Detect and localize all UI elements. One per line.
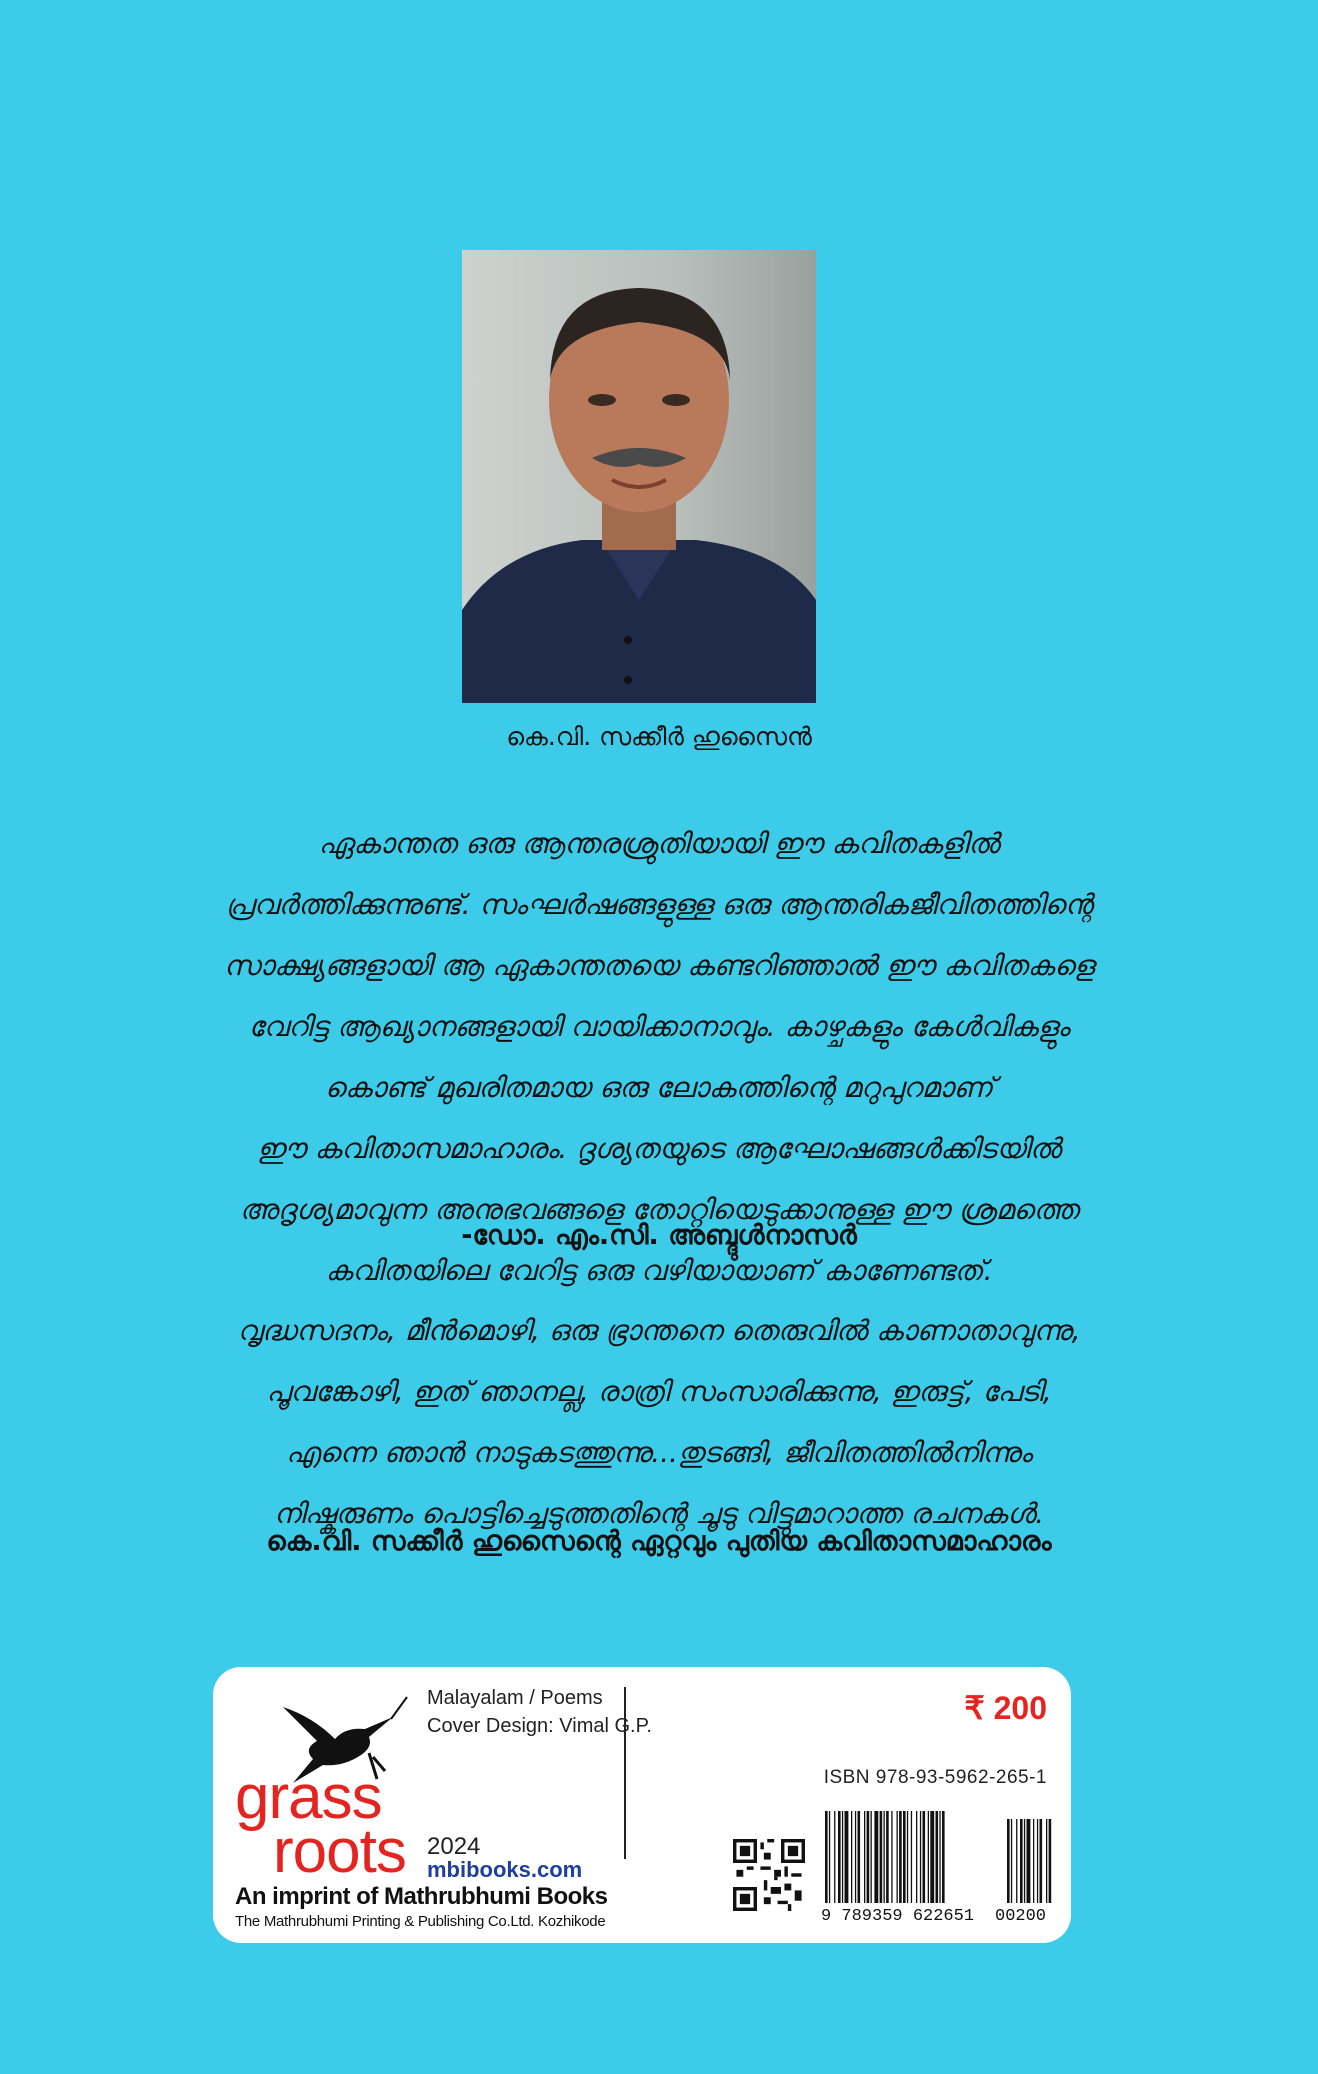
barcode-bar xyxy=(1020,1819,1023,1903)
publisher-panel xyxy=(213,1667,1071,1943)
barcode-bar xyxy=(864,1811,865,1903)
barcode-bar xyxy=(903,1811,906,1903)
barcode-bar xyxy=(1049,1819,1052,1903)
grassroots-wordmark xyxy=(235,1763,406,1886)
printer-text: The Mathrubhumi Printing & Publishing Co.Ltd. Kozhikode xyxy=(235,1913,606,1930)
blurb-line: ഏകാന്തത ഒരു ആന്തരശ്രുതിയായി ഈ കവിതകളിൽ xyxy=(318,827,1000,860)
barcode-bar xyxy=(855,1811,856,1903)
price-label: ₹ 200 xyxy=(964,1690,1047,1726)
genre-label: Malayalam / Poems xyxy=(427,1687,603,1709)
publication-year: 2024 xyxy=(427,1833,481,1860)
author-name-caption: കെ.വി. സക്കീർ ഹുസൈൻ xyxy=(506,722,812,751)
blurb-line: പ്രവർത്തിക്കുന്നുണ്ട്. സംഘർഷങ്ങളുള്ള ഒരു ആന്തരികജീവിതത്തിന്റെ xyxy=(225,888,1093,921)
isbn-barcode xyxy=(823,1811,1053,1903)
panel-divider xyxy=(624,1687,626,1859)
barcode-addon-digits: 00200 xyxy=(995,1907,1047,1926)
blurb-attribution: -ഡോ. എം.സി. അബ്ദുൾനാസർ xyxy=(461,1220,857,1251)
blurb-line: പൂവങ്കോഴി, ഇത് ഞാനല്ല, രാത്രി സംസാരിക്കുന്നു, ഇരുട്ട്, പേടി, xyxy=(266,1375,1052,1408)
barcode-bar xyxy=(936,1811,939,1903)
barcode-bar xyxy=(916,1811,917,1903)
blurb-line: സാക്ഷ്യങ്ങളായി ആ ഏകാന്തതയെ കണ്ടറിഞ്ഞാൽ ഈ കവിതകളെ xyxy=(223,949,1095,982)
blurb-line: എന്നെ ഞാൻ നാടുകടത്തുന്നു...തുടങ്ങി, ജീവിതത്തിൽനിന്നും xyxy=(285,1436,1032,1469)
logo-line: roots xyxy=(273,1817,406,1886)
barcode-bar xyxy=(874,1811,878,1903)
barcode-bar xyxy=(1011,1819,1012,1903)
blurb-line: വേറിട്ട ആഖ്യാനങ്ങളായി വായിക്കാനാവും. കാഴ്ചകളും കേൾവികളും xyxy=(248,1010,1070,1043)
barcode-bar xyxy=(845,1811,849,1903)
barcode-bar xyxy=(884,1811,885,1903)
barcode-bar xyxy=(871,1811,872,1903)
barcode-bar xyxy=(825,1811,828,1903)
barcode-bar xyxy=(880,1811,883,1903)
blurb-line: വൃദ്ധസദനം, മീൻമൊഴി, ഒരു ഭ്രാന്തനെ തെരുവിൽ കാണാതാവുന്നു, xyxy=(237,1314,1081,1347)
barcode-bar xyxy=(842,1811,843,1903)
barcode-bar xyxy=(1033,1819,1034,1903)
barcode-bar xyxy=(907,1811,908,1903)
contents-blurb xyxy=(170,1300,1148,1544)
barcode-bar xyxy=(920,1811,921,1903)
barcode-bar xyxy=(1027,1819,1031,1903)
cover-design-credit: Cover Design: Vimal G.P. xyxy=(427,1715,652,1737)
blurb-line: നിഷ്കരുണം പൊട്ടിച്ചെടുത്തതിന്റെ ചൂടു വിട്ടുമാറാത്ത രചനകൾ. xyxy=(273,1497,1045,1530)
blurb-line: ഈ കവിതാസമാഹാരം. ദൃശ്യതയുടെ ആഘോഷങ്ങൾക്കിടയിൽ xyxy=(257,1132,1061,1165)
barcode-bar xyxy=(923,1811,926,1903)
barcode-bar xyxy=(899,1811,902,1903)
barcode-bar xyxy=(891,1811,892,1903)
barcode-bar xyxy=(834,1811,835,1903)
barcode-bar xyxy=(1016,1819,1017,1903)
barcode-digits: 9 789359 622651 xyxy=(821,1907,975,1926)
isbn-label: ISBN 978-93-5962-265-1 xyxy=(823,1767,1047,1788)
imprint-text: An imprint of Mathrubhumi Books xyxy=(235,1883,608,1910)
barcode-bar xyxy=(858,1811,861,1903)
barcode-bar xyxy=(928,1811,929,1903)
barcode-bar xyxy=(911,1811,912,1903)
barcode-bar xyxy=(897,1811,898,1903)
barcode-bar xyxy=(838,1811,841,1903)
barcode-bar xyxy=(851,1811,852,1903)
blurb-line: കവിതയിലെ വേറിട്ട ഒരു വഴിയായാണ് കാണേണ്ടത്. xyxy=(325,1254,993,1287)
barcode-bar xyxy=(942,1811,945,1903)
barcode-bar xyxy=(1007,1819,1010,1903)
barcode-bar xyxy=(1046,1819,1047,1903)
barcode-bar xyxy=(867,1811,870,1903)
barcode-bar xyxy=(930,1811,934,1903)
barcode-bar xyxy=(829,1811,830,1903)
barcode-bar xyxy=(1037,1819,1038,1903)
logo-line: grass xyxy=(235,1763,382,1832)
qr-code-icon[interactable] xyxy=(733,1839,805,1911)
website-link[interactable]: mbibooks.com xyxy=(427,1857,583,1882)
barcode-bar xyxy=(1024,1819,1025,1903)
blurb-line: കൊണ്ട് മുഖരിതമായ ഒരു ലോകത്തിന്റെ മറുപുറമാണ് xyxy=(324,1071,994,1104)
author-photo xyxy=(462,250,816,703)
book-tagline: കെ.വി. സക്കീർ ഹുസൈന്റെ ഏറ്റവും പുതിയ കവിതാസമാഹാരം xyxy=(266,1526,1052,1557)
barcode-bar xyxy=(886,1811,889,1903)
barcode-bar xyxy=(939,1811,940,1903)
barcode-bar xyxy=(1040,1819,1043,1903)
blurb-line: അദൃശ്യമാവുന്ന അനുഭവങ്ങളെ തോറ്റിയെടുക്കാനുള്ള ഈ ശ്രമത്തെ xyxy=(239,1193,1079,1226)
